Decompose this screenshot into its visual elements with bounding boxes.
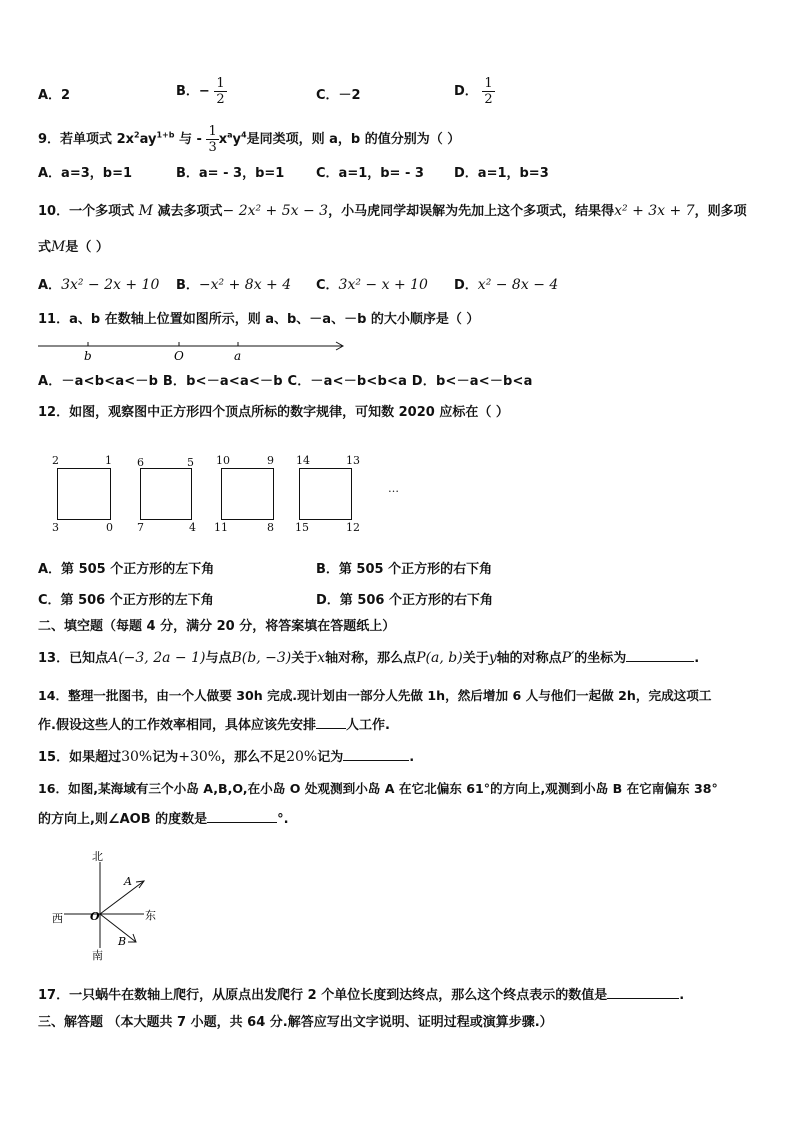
section-3-header: 三、解答题 （本大题共 7 小题，共 64 分.解答应写出文字说明、证明过程或演算步骤.） [38, 1015, 553, 1030]
q9-option-a: A．a=3，b=1 [38, 166, 133, 181]
q10-text-a: 10．一个多项式 [38, 204, 135, 219]
q8-option-d-prefix: D． [454, 84, 478, 99]
square-1 [57, 468, 111, 520]
q13-end: . [694, 651, 700, 666]
q11-options: A．－a<b<a<－b B．b<－a<a<－b C．－a<－b<b<a D．b<－a<－b<a [38, 374, 533, 389]
q9-option-b: B．a= - 3，b=1 [176, 166, 285, 181]
square-2-top-right: 5 [187, 456, 194, 469]
q8-b-denominator: 2 [216, 92, 225, 107]
q16-text-b: °. [277, 812, 289, 827]
square-3-top-right: 9 [267, 454, 274, 467]
q8-d-numerator: 1 [484, 76, 493, 91]
square-2-bottom-left: 7 [137, 521, 144, 534]
square-4 [299, 468, 352, 520]
q13-answer-blank[interactable] [626, 661, 694, 662]
q10-poly1: − 2x² + 5x − 3 [222, 203, 329, 219]
q11-stem: 11．a、b 在数轴上位置如图所示，则 a、b、－a、－b 的大小顺序是（ ） [38, 312, 480, 327]
q9-exp4: 4 [241, 130, 247, 140]
label-b: b [84, 349, 92, 363]
q16-answer-blank[interactable] [207, 822, 277, 823]
q15-p1: 30% [121, 749, 153, 765]
q8-option-d-fraction [482, 76, 494, 107]
q10-text-f: 是（ ） [65, 240, 109, 255]
q10-option-a-expr: 3x² − 2x + 10 [61, 277, 160, 293]
square-2 [140, 468, 192, 520]
q10-M2: M [51, 239, 66, 255]
q17-end: . [679, 988, 685, 1003]
q16-line2 [38, 810, 289, 830]
q10-M: M [138, 203, 153, 219]
q14-text-a: 作.假设这些人的工作效率相同，具体应该先安排 [38, 718, 316, 733]
square-3-bottom-right: 8 [267, 521, 274, 534]
q15-text-c: ，那么不足 [221, 750, 287, 765]
q10-option-c [316, 275, 428, 296]
q8-b-numerator: 1 [216, 76, 225, 91]
q9-option-c: C．a=1，b= - 3 [316, 166, 424, 181]
q8-option-b [176, 76, 227, 107]
q13-text-g: 的坐标为 [574, 651, 627, 666]
q9-exp1: 2 [134, 130, 140, 140]
q10-option-a-label: A． [38, 278, 62, 293]
q15 [38, 747, 414, 768]
q13-text-e: 关于 [462, 651, 489, 666]
q10-option-a [38, 275, 159, 296]
q9-mid: 与 - [174, 132, 202, 147]
q15-p2: +30% [178, 749, 222, 765]
q13-point-p-prime: P′ [561, 650, 575, 666]
label-east: 东 [145, 909, 156, 922]
q8-option-a: A．2 [38, 88, 71, 103]
q12-option-a: A．第 505 个正方形的左下角 [38, 562, 215, 577]
q15-text-a: 15．如果超过 [38, 750, 122, 765]
q10-text-e: 式 [38, 240, 52, 255]
q10-option-b-label: B． [176, 278, 199, 293]
q11-number-line [36, 338, 352, 368]
q14-text-b: 人工作. [345, 718, 390, 733]
square-2-top-left: 6 [137, 456, 144, 469]
q12-option-c: C．第 506 个正方形的左下角 [38, 593, 214, 608]
q9-stem-start: 9．若单项式 2x [38, 132, 135, 147]
q17 [38, 986, 684, 1006]
square-2-bottom-right: 4 [189, 521, 196, 534]
q9-frac-num: 1 [208, 124, 217, 139]
q13-text-b: 与点 [205, 651, 232, 666]
q15-end: . [409, 750, 415, 765]
q13-text-a: 13．已知点 [38, 651, 109, 666]
q10-line2 [38, 237, 109, 258]
q14-line2 [38, 716, 390, 736]
square-1-top-left: 2 [52, 454, 59, 467]
q17-text: 17．一只蜗牛在数轴上爬行，从原点出发爬行 2 个单位长度到达终点，那么这个终点表示的数值是 [38, 988, 608, 1003]
q15-text-d: 记为 [317, 750, 344, 765]
q13 [38, 648, 699, 669]
q8-option-b-fraction [214, 76, 226, 107]
square-1-top-right: 1 [105, 454, 112, 467]
square-4-bottom-right: 12 [346, 521, 360, 534]
q16-text-a: 的方向上,则∠AOB 的度数是 [38, 812, 208, 827]
q10-text-d: ，则多项 [694, 204, 747, 219]
q10-option-d [454, 275, 558, 296]
q10-line1 [38, 201, 747, 222]
q9-option-d: D．a=1，b=3 [454, 166, 549, 181]
q10-option-d-label: D． [454, 278, 478, 293]
q10-text-c: ，小马虎同学却误解为先加上这个多项式，结果得 [328, 204, 615, 219]
label-west: 西 [52, 912, 63, 925]
q13-point-b: B(b, −3) [231, 650, 292, 666]
q16-compass-diagram [48, 848, 168, 964]
figure-ellipsis: … [388, 482, 399, 495]
q17-answer-blank[interactable] [607, 998, 679, 999]
label-o: O [90, 910, 100, 923]
q9-y1: y [147, 132, 157, 147]
q15-text-b: 记为 [152, 750, 179, 765]
q8-option-c: C．－2 [316, 88, 361, 103]
q13-text-d: 轴对称，那么点 [325, 651, 417, 666]
q8-d-denominator: 2 [484, 92, 493, 107]
q10-option-d-expr: x² − 8x − 4 [477, 277, 559, 293]
q10-option-b-expr: −x² + 8x + 4 [198, 277, 292, 293]
q12-option-d: D．第 506 个正方形的右下角 [316, 593, 493, 608]
q14-line1: 14．整理一批图书，由一个人做要 30h 完成.现计划由一部分人先做 1h，然后增加 6 人与他们一起做 2h，完成这项工 [38, 688, 712, 703]
q13-text-f: 轴的对称点 [496, 651, 562, 666]
q9-exp2: 1+b [156, 130, 175, 140]
q10-option-c-expr: 3x² − x + 10 [338, 277, 428, 293]
square-4-bottom-left: 15 [295, 521, 309, 534]
q9-fraction [206, 124, 218, 155]
square-1-bottom-left: 3 [52, 521, 59, 534]
section-2-header: 二、填空题（每题 4 分，满分 20 分，将答案填在答题纸上） [38, 619, 396, 634]
q10-option-c-label: C． [316, 278, 339, 293]
q15-p3: 20% [286, 749, 318, 765]
q9-stem [38, 124, 460, 155]
square-4-top-right: 13 [346, 454, 360, 467]
q9-x: x [218, 132, 228, 147]
label-north: 北 [92, 850, 103, 863]
q9-a: a [139, 132, 148, 147]
q12-stem: 12．如图，观察图中正方形四个顶点所标的数字规律，可知数 2020 应标在（ ） [38, 405, 509, 420]
q9-stem-end: 是同类项，则 a，b 的值分别为（ ） [246, 132, 461, 147]
label-south: 南 [92, 949, 103, 962]
q10-text-b: 减去多项式 [157, 204, 223, 219]
q9-y2: y [232, 132, 241, 147]
label-a: A [124, 875, 132, 888]
q12-option-b: B．第 505 个正方形的右下角 [316, 562, 493, 577]
q8-option-b-prefix: B．− [176, 84, 210, 99]
square-3-bottom-left: 11 [214, 521, 228, 534]
square-3 [221, 468, 274, 520]
q16-line1: 16．如图,某海域有三个小岛 A,B,O,在小岛 O 处观测到小岛 A 在它北偏东 61°的方向上,观测到小岛 B 在它南偏东 38° [38, 781, 718, 796]
label-a: a [234, 349, 242, 363]
q13-point-p: P(a, b) [416, 650, 463, 666]
ray-oa [100, 881, 144, 914]
q15-answer-blank[interactable] [343, 760, 409, 761]
label-o: O [174, 349, 184, 363]
q13-y: y [488, 650, 497, 666]
q13-text-c: 关于 [291, 651, 318, 666]
q9-exp3: a [227, 130, 233, 140]
square-4-top-left: 14 [296, 454, 310, 467]
q13-point-a: A(−3, 2a − 1) [108, 650, 206, 666]
square-1-bottom-right: 0 [106, 521, 113, 534]
square-3-top-left: 10 [216, 454, 230, 467]
q10-option-b [176, 275, 291, 296]
label-b: B [118, 935, 127, 948]
q9-frac-den: 3 [208, 140, 217, 155]
q8-option-d [454, 76, 495, 107]
q13-x: x [317, 650, 326, 666]
q10-poly2: x² + 3x + 7 [614, 203, 695, 219]
q14-answer-blank[interactable] [316, 728, 346, 729]
